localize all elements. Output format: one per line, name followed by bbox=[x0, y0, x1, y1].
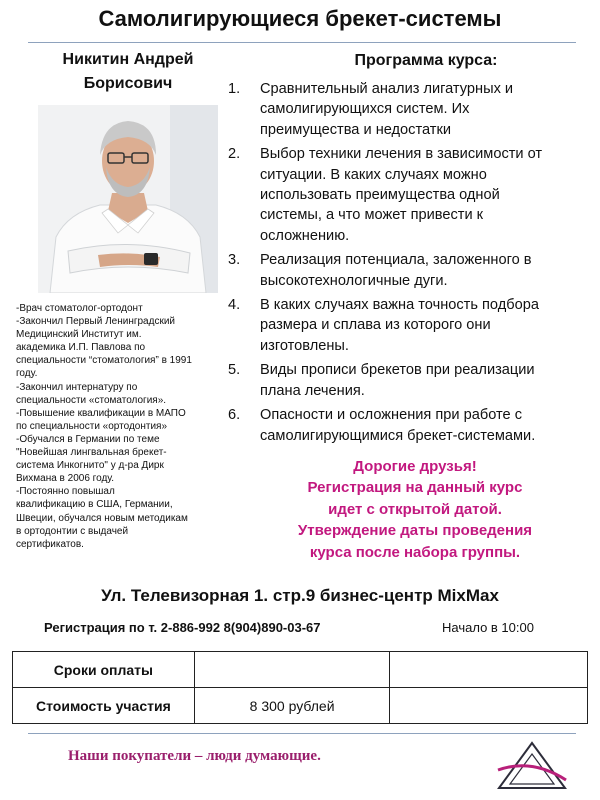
program-item-number: 1. bbox=[228, 81, 241, 97]
registration-announcement bbox=[240, 456, 590, 563]
bio-line: квалификацию в США, Германии, bbox=[16, 499, 173, 511]
program-item bbox=[228, 295, 590, 356]
program-item-number: 6. bbox=[228, 407, 241, 424]
program-list bbox=[228, 79, 590, 450]
program-item bbox=[228, 79, 590, 140]
start-time: Начало в 10:00 bbox=[442, 620, 534, 635]
bio-line: система Инкогнито" у д-ра Дирк bbox=[16, 460, 164, 472]
program-item-number: 3. bbox=[228, 252, 241, 269]
lecturer-portrait bbox=[38, 105, 218, 293]
program-item-line: Опасности и осложнения при работе с bbox=[260, 407, 522, 424]
program-item-line: изготовлены. bbox=[260, 337, 349, 354]
participation-cost-value: 8 300 рублей bbox=[194, 688, 390, 724]
triangle-swoosh-logo-icon bbox=[496, 740, 568, 792]
title-divider bbox=[28, 42, 576, 43]
announcement-line: Регистрация на данный курс bbox=[307, 479, 523, 497]
program-item-line: Выбор техники лечения в зависимости от bbox=[260, 146, 543, 163]
table-cell-empty bbox=[390, 688, 588, 724]
program-item-line: Реализация потенциала, заложенного в bbox=[260, 252, 532, 269]
lecturer-name-line: Никитин Андрей bbox=[62, 51, 194, 68]
lecturer-bio bbox=[16, 302, 246, 551]
program-item-line: высокотехнологичные дуги. bbox=[260, 272, 448, 289]
program-item-line: Сравнительный анализ лигатурных и bbox=[260, 81, 514, 97]
bio-line: специальности “стоматология” в 1991 bbox=[16, 355, 192, 367]
lecturer-photo bbox=[38, 105, 218, 293]
page-title: Самолигирующиеся брекет-системы bbox=[98, 6, 502, 31]
program-item-line: самолигирующихся систем. Их bbox=[260, 101, 470, 118]
table-row bbox=[13, 652, 588, 688]
bio-line: "Новейшая лингвальная брекет- bbox=[16, 447, 167, 459]
announcement-line: идет с открытой датой. bbox=[328, 500, 502, 518]
program-item bbox=[228, 360, 590, 401]
bio-line: в ортодонтии с выдачей bbox=[16, 525, 129, 537]
bio-line: сертификатов. bbox=[16, 538, 84, 550]
program-item bbox=[228, 405, 590, 446]
bio-line: -Закончил Первый Ленинградский bbox=[16, 316, 175, 328]
participation-cost-label: Стоимость участия bbox=[13, 688, 195, 724]
program-item bbox=[228, 250, 590, 291]
program-item-line: плана лечения. bbox=[260, 382, 365, 399]
bio-line: Швеции, обучался новым методикам bbox=[16, 512, 188, 524]
bio-line: академика И.П. Павлова по bbox=[16, 342, 146, 354]
bio-line: -Врач стоматолог-ортодонт bbox=[16, 303, 143, 314]
program-item-line: осложнению. bbox=[260, 227, 350, 244]
lecturer-name-line: Борисович bbox=[83, 75, 173, 92]
bio-line: году. bbox=[16, 368, 38, 380]
bio-line: Медицинский Институт им. bbox=[16, 329, 142, 341]
bio-line: -Постоянно повышал bbox=[16, 486, 115, 498]
program-item-line: В каких случаях важна точность подбора bbox=[260, 297, 539, 314]
program-item bbox=[228, 144, 590, 246]
payment-table bbox=[12, 651, 588, 724]
announcement-line: Утверждение даты проведения bbox=[297, 522, 533, 540]
bio-line: -Обучался в Германии по теме bbox=[16, 433, 160, 445]
bio-line: специальности «стоматология». bbox=[16, 394, 167, 406]
payment-terms-label: Сроки оплаты bbox=[13, 652, 195, 688]
lecturer-name bbox=[28, 48, 228, 96]
table-cell-empty bbox=[390, 652, 588, 688]
program-heading: Программа курса: bbox=[354, 52, 498, 69]
footer-divider bbox=[28, 733, 576, 734]
program-item-line: использовать преимущества одной bbox=[260, 187, 500, 204]
bio-line: -Повышение квалификации в МАПО bbox=[16, 407, 186, 419]
footer-slogan: Наши покупатели – люди думающие. bbox=[68, 748, 321, 764]
bio-line: по специальности «ортодонтия» bbox=[16, 420, 168, 432]
program-item-number: 4. bbox=[228, 297, 241, 314]
program-item-line: самолигирующимися брекет-системами. bbox=[260, 427, 536, 444]
program-item-line: преимущества и недостатки bbox=[260, 121, 452, 138]
bio-line: -Закончил интернатуру по bbox=[16, 381, 138, 393]
program-item-line: Виды прописи брекетов при реализации bbox=[260, 362, 535, 379]
payment-terms-value bbox=[194, 652, 390, 688]
program-item-line: размера и сплава из которого они bbox=[260, 317, 491, 334]
table-row bbox=[13, 688, 588, 724]
venue-address: Ул. Телевизорная 1. стр.9 бизнес-центр MixMax bbox=[101, 586, 499, 605]
announcement-line: Дорогие друзья! bbox=[353, 458, 477, 475]
program-item-line: системы, а что может привести к bbox=[260, 207, 484, 224]
program-item-number: 2. bbox=[228, 146, 241, 163]
program-item-line: ситуации. В каких случаях можно bbox=[260, 166, 487, 183]
announcement-line: курса после набора группы. bbox=[309, 543, 521, 561]
bio-line: Вихмана в 2006 году. bbox=[16, 473, 115, 485]
program-item-number: 5. bbox=[228, 362, 241, 379]
registration-phones: Регистрация по т. 2-886-992 8(904)890-03-67 bbox=[44, 620, 321, 635]
